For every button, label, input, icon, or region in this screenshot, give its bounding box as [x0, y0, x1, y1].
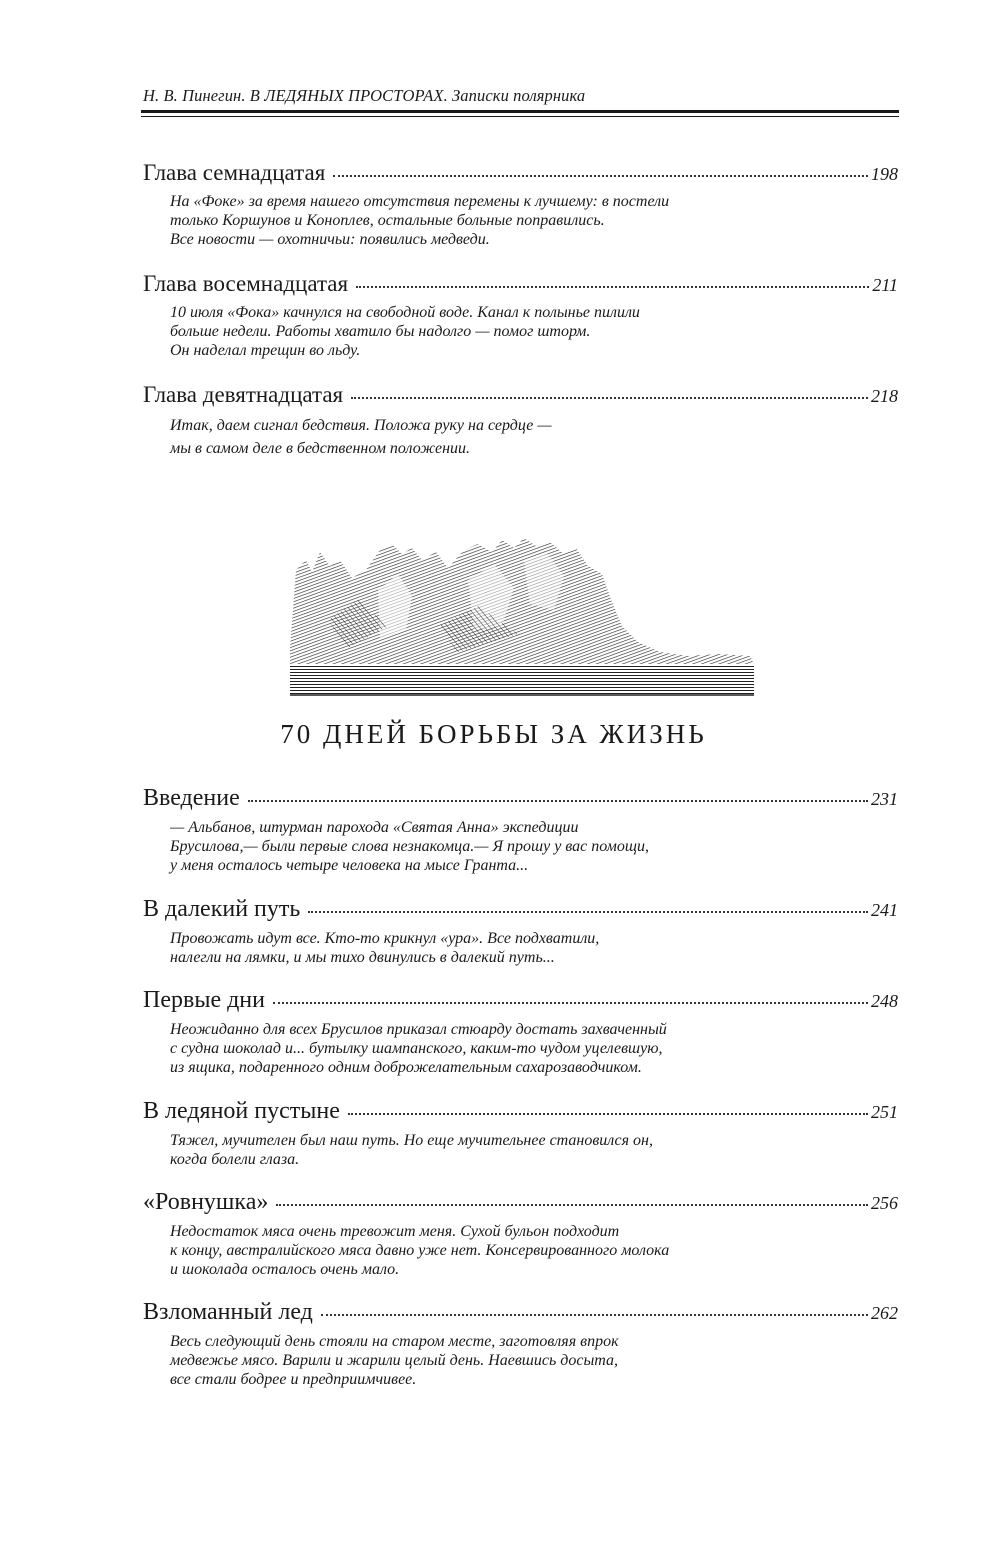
dot-leader [356, 286, 869, 288]
chapter-title: Глава девятнадцатая [143, 382, 344, 407]
dot-leader [248, 800, 868, 802]
toc-entry [143, 160, 898, 249]
chapter-excerpt: Провожать идут все. Кто-то крикнул «ура». Все подхватили, налегли на лямки, и мы тихо двинулись в далекий путь... [170, 930, 600, 966]
dot-leader [276, 1204, 868, 1206]
page-number: 211 [872, 275, 898, 295]
toc-entry [143, 1098, 898, 1169]
page-number: 248 [871, 991, 898, 1011]
chapter-title: Взломанный лед [143, 1299, 313, 1325]
chapter-title: В ледяной пустыне [143, 1098, 340, 1124]
dot-leader [348, 1113, 868, 1115]
page-number: 262 [871, 1303, 898, 1323]
chapter-excerpt: Неожиданно для всех Брусилов приказал стюарду достать захваченный с судна шоколад и... бутылку шампанского, каким-то чудом уцелевшую, из ящика, подаренного одним доброжелательным сахарозаводчиком. [170, 1021, 667, 1076]
chapter-title: Первые дни [143, 987, 265, 1013]
page-number: 251 [871, 1102, 898, 1122]
toc-entry [143, 987, 898, 1077]
chapter-excerpt: Весь следующий день стояли на старом месте, заготовляя впрок медвежье мясо. Варили и жарили целый день. Наевшись досыта, все стали бодрее и предприимчивее. [170, 1333, 619, 1388]
dot-leader [321, 1314, 868, 1316]
page-number: 198 [871, 164, 898, 184]
header-rule-thick [141, 110, 899, 113]
chapter-excerpt: Тяжел, мучителен был наш путь. Но еще мучительнее становился он, когда болели глаза. [170, 1132, 653, 1168]
chapter-title: Введение [143, 785, 240, 811]
chapter-excerpt: Недостаток мяса очень тревожит меня. Сухой бульон подходит к концу, австралийского мяса давно уже нет. Консервированного молока и шоколада осталось очень мало. [170, 1223, 670, 1278]
dot-leader [333, 175, 868, 177]
toc-entry [143, 1299, 898, 1389]
mountain-landscape-illustration [288, 530, 756, 698]
running-head: Н. В. Пинегин. В ЛЕДЯНЫХ ПРОСТОРАХ. Записки полярника [143, 86, 586, 105]
section-title: 70 ДНЕЙ БОРЬБЫ ЗА ЖИЗНЬ [280, 719, 707, 749]
chapter-title: Глава восемнадцатая [143, 271, 349, 296]
toc-entry [143, 1189, 898, 1279]
dot-leader [351, 397, 868, 399]
chapter-title: В далекий путь [143, 896, 301, 922]
chapter-title: «Ровнушка» [143, 1189, 269, 1215]
page-number: 241 [871, 900, 898, 920]
chapter-excerpt: — Альбанов, штурман парохода «Святая Анна» экспедиции Брусилова,— были первые слова незнакомца.— Я прошу у вас помощи, у меня осталось четыре человека на мысе Гранта... [170, 819, 649, 874]
header-rule-thin [141, 116, 899, 117]
toc-entry [143, 896, 898, 967]
toc-entry [143, 382, 898, 460]
chapter-excerpt: 10 июля «Фока» качнулся на свободной воде. Канал к полынье пилили больше недели. Работы хватило бы надолго — помог шторм. Он наделал трещин во льду. [170, 304, 640, 359]
toc-entry [143, 785, 898, 875]
chapter-title: Глава семнадцатая [143, 160, 326, 185]
page-number: 218 [871, 386, 898, 406]
dot-leader [273, 1002, 868, 1004]
chapter-excerpt: На «Фоке» за время нашего отсутствия перемены к лучшему: в постели только Коршунов и Коноплев, остальные больные поправились. Все новости — охотничьи: появились медведи. [170, 193, 670, 248]
dot-leader [308, 911, 868, 913]
page-number: 231 [871, 789, 898, 809]
toc-entry [143, 271, 898, 360]
page-number: 256 [871, 1193, 898, 1213]
chapter-excerpt: Итак, даем сигнал бедствия. Положа руку на сердце — мы в самом деле в бедственном положении. [170, 417, 552, 457]
